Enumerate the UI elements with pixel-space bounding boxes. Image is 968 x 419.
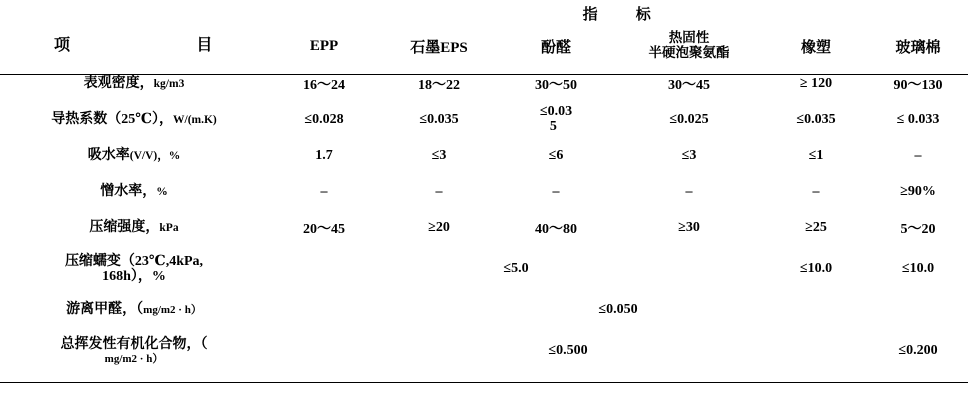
cell-value-merged: ≤0.050 — [598, 302, 638, 317]
row-label-water-absorption-unit: (V/V)，% — [129, 149, 181, 162]
row-label-tvoc — [0, 328, 268, 374]
row-label-compressive-creep — [0, 246, 268, 292]
cell-value: 1.7 — [315, 148, 333, 163]
header-col-polyurethane — [614, 26, 764, 66]
row-label-tvoc-line1: 总挥发性有机化合物，（ — [60, 337, 208, 353]
table-row — [0, 246, 968, 292]
cell-value: – — [435, 184, 443, 199]
header-item-label — [0, 26, 268, 66]
cell-value: ≤0.035 — [796, 112, 836, 127]
row-label-hydrophobicity-main: 憎水率， — [100, 183, 157, 199]
cell-value: 20～45 — [303, 222, 345, 237]
row-label-free-formaldehyde-unit: mg/m2 · h） — [143, 303, 202, 316]
table-row — [0, 66, 968, 102]
cell-value: – — [685, 184, 693, 199]
cell-value: ≤0.025 — [669, 112, 709, 127]
table-row — [0, 292, 968, 328]
row-label-apparent-density — [0, 66, 268, 102]
cell-value: ≤6 — [548, 148, 564, 163]
cell-value: ≥90% — [900, 184, 936, 199]
cell-value-merged: ≤0.500 — [548, 343, 588, 358]
header-col-polyurethane-line1: 热固性 — [668, 30, 710, 46]
cell-value: ≥30 — [678, 220, 700, 235]
table-row — [0, 328, 968, 374]
row-label-free-formaldehyde — [0, 292, 268, 328]
row-label-thermal-conductivity-unit: W/(m.K) — [173, 113, 217, 126]
cell-value: – — [552, 184, 560, 199]
cell-value — [498, 102, 614, 138]
cell-value: ≥25 — [805, 220, 827, 235]
cell-value: ≤ 0.033 — [896, 112, 940, 127]
cell-value: – — [812, 184, 820, 199]
row-label-hydrophobicity — [0, 174, 268, 210]
table-rule-bottom — [0, 382, 968, 383]
header-item-label-a: 项 — [54, 37, 72, 54]
row-label-free-formaldehyde-main: 游离甲醛，（ — [66, 301, 144, 317]
cell-value: – — [320, 184, 328, 199]
row-label-compressive-creep-line2: 168h），% — [102, 269, 166, 284]
table-row — [0, 102, 968, 138]
row-label-compressive-strength-unit: kPa — [159, 221, 179, 234]
cell-value: ≤0.035 — [419, 112, 459, 127]
cell-value: 18～22 — [418, 78, 460, 93]
header-col-rubber-plastic: 橡塑 — [800, 39, 831, 56]
header-col-graphite-eps: 石墨EPS — [410, 39, 468, 56]
row-label-water-absorption-main: 吸水率 — [87, 147, 130, 163]
row-label-hydrophobicity-unit: % — [156, 185, 168, 198]
cell-value-merged: ≤5.0 — [503, 261, 529, 276]
header-group-spacer — [0, 0, 268, 26]
header-group-label: 指 标 — [582, 6, 654, 23]
cell-value: 30～50 — [535, 78, 577, 93]
cell-value: 16～24 — [303, 78, 345, 93]
cell-value-line2: 5 — [549, 118, 557, 134]
cell-value: ≤10.0 — [799, 261, 833, 276]
cell-value: ≤3 — [431, 148, 447, 163]
cell-value: ≤0.200 — [898, 343, 938, 358]
row-label-compressive-strength-main: 压缩强度， — [89, 219, 160, 235]
row-label-thermal-conductivity — [0, 102, 268, 138]
header-group-row — [0, 0, 968, 26]
row-label-thermal-conductivity-main: 导热系数（25℃）， — [51, 111, 173, 127]
header-col-glass-wool: 玻璃棉 — [895, 39, 941, 56]
cell-value: ≤1 — [808, 148, 824, 163]
row-label-tvoc-line2: mg/m2 · h） — [104, 352, 164, 365]
cell-value: ≤0.028 — [304, 112, 344, 127]
header-rule-top — [0, 74, 968, 75]
cell-value: ≤3 — [681, 148, 697, 163]
table-row — [0, 174, 968, 210]
row-label-compressive-creep-line1: 压缩蠕变（23℃,4kPa, — [64, 253, 204, 269]
row-label-water-absorption — [0, 138, 268, 174]
header-col-epp: EPP — [309, 37, 339, 54]
table-row — [0, 210, 968, 246]
cell-value: ≥20 — [428, 220, 450, 235]
row-label-apparent-density-unit: kg/m3 — [153, 77, 185, 90]
row-label-compressive-strength — [0, 210, 268, 246]
cell-value: 5～20 — [900, 222, 936, 237]
cell-value: 40～80 — [535, 222, 577, 237]
cell-value: ≥ 120 — [799, 76, 833, 91]
table-row — [0, 138, 968, 174]
header-columns-row — [0, 26, 968, 66]
cell-value-line1: ≤0.03 — [539, 104, 573, 120]
cell-value: 90～130 — [893, 78, 943, 93]
header-col-phenolic: 酚醛 — [540, 39, 571, 56]
cell-value: ≤10.0 — [901, 261, 935, 276]
cell-value: – — [914, 148, 922, 163]
row-label-apparent-density-main: 表观密度， — [83, 75, 154, 91]
header-col-polyurethane-line2: 半硬泡聚氨酯 — [648, 45, 730, 60]
header-item-label-b: 目 — [196, 37, 214, 54]
cell-value: 30～45 — [668, 78, 710, 93]
